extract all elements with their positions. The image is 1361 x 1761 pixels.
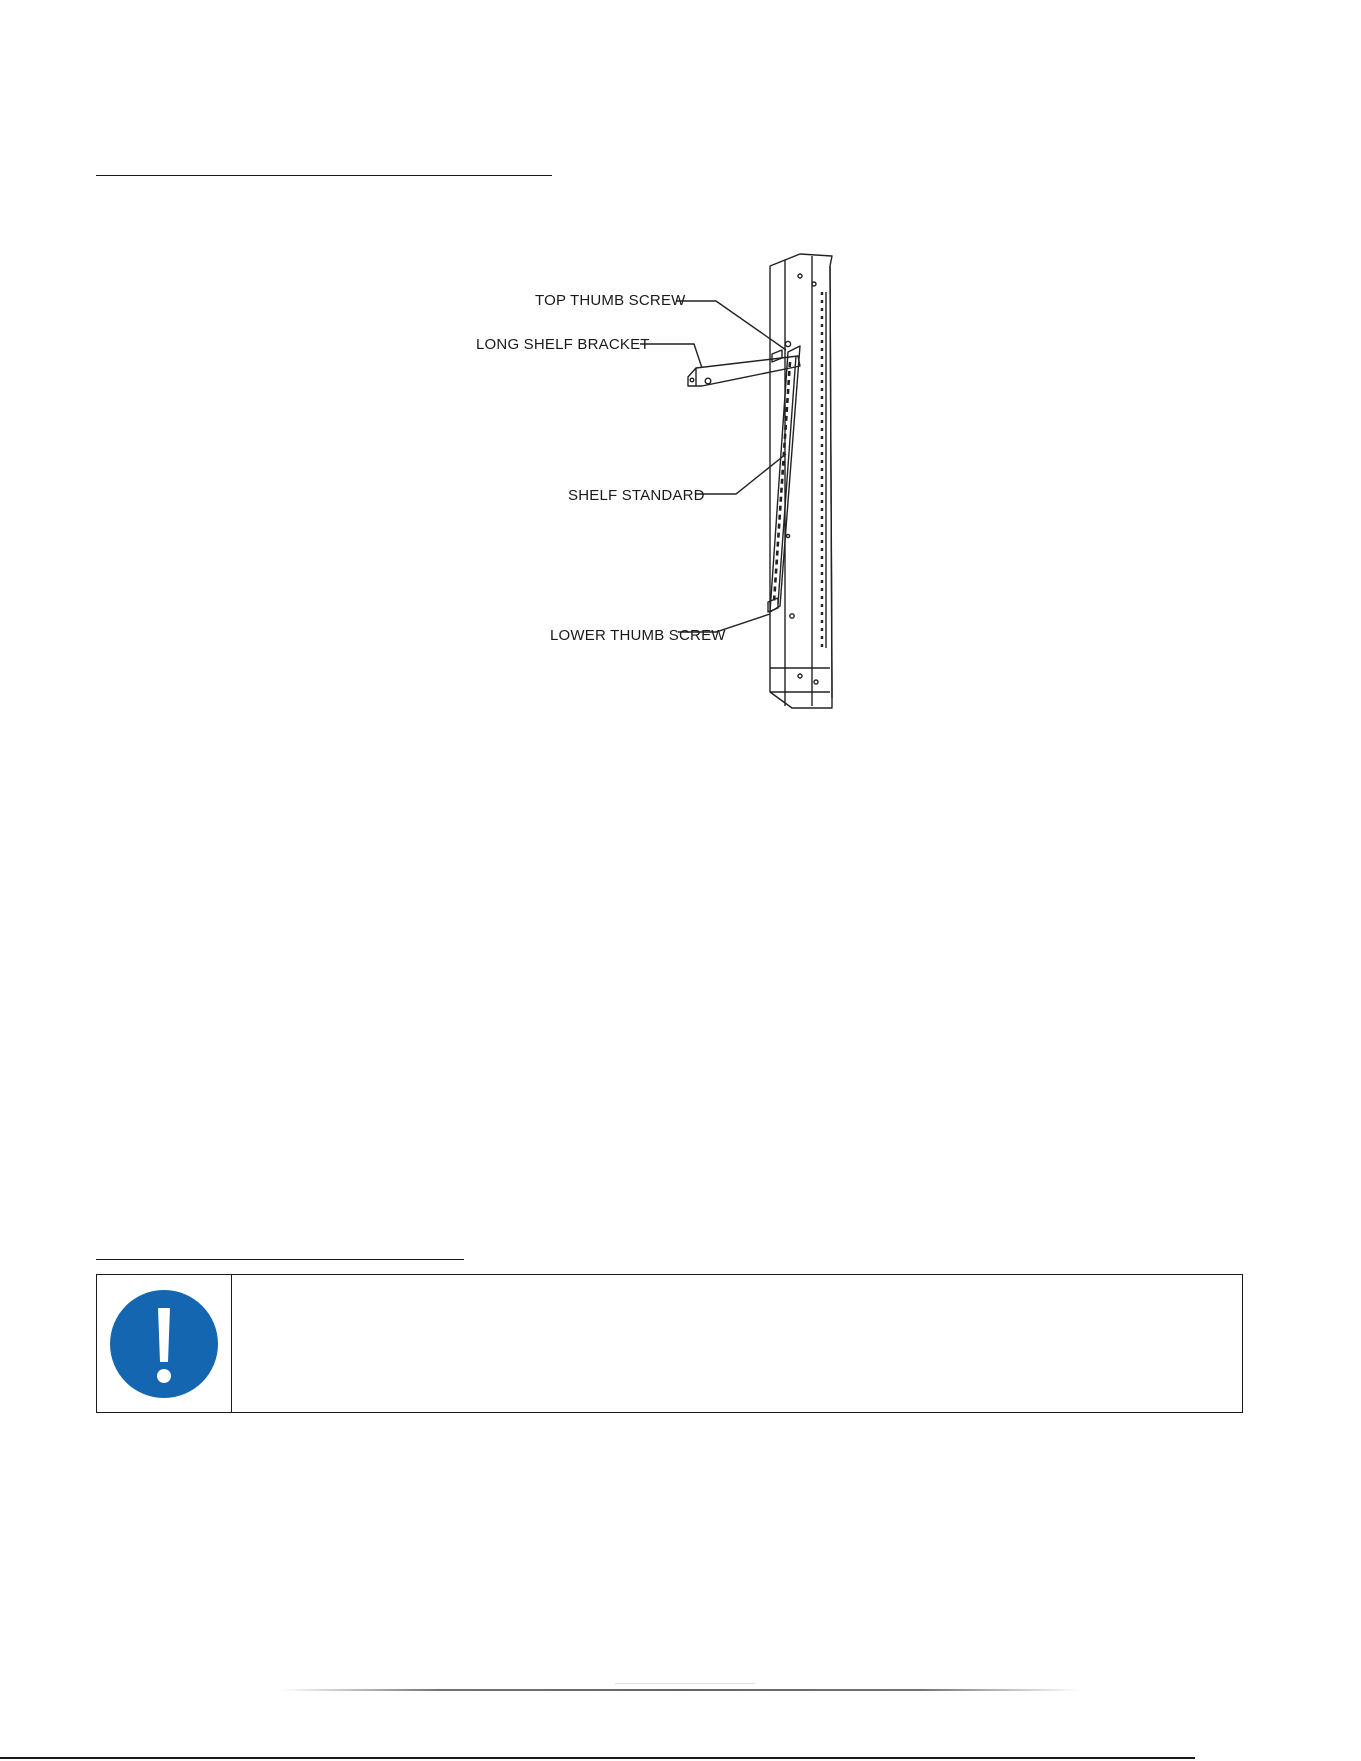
notice-text [232, 1275, 1242, 1412]
callout-long-shelf-bracket: LONG SHELF BRACKET [476, 336, 650, 353]
page-bottom-edge [0, 1757, 1195, 1759]
callout-top-thumb-screw: TOP THUMB SCREW [535, 292, 686, 309]
notice-box [96, 1274, 1243, 1413]
notice-icon-cell [97, 1275, 232, 1412]
section-heading-underline-top [96, 175, 552, 176]
footer-divider-faint [615, 1683, 755, 1684]
footer-divider [280, 1689, 1080, 1691]
exclamation-mandatory-icon [108, 1288, 220, 1400]
section-heading-underline-notice [96, 1259, 464, 1260]
callout-shelf-standard: SHELF STANDARD [568, 487, 705, 504]
callout-lower-thumb-screw: LOWER THUMB SCREW [550, 627, 726, 644]
